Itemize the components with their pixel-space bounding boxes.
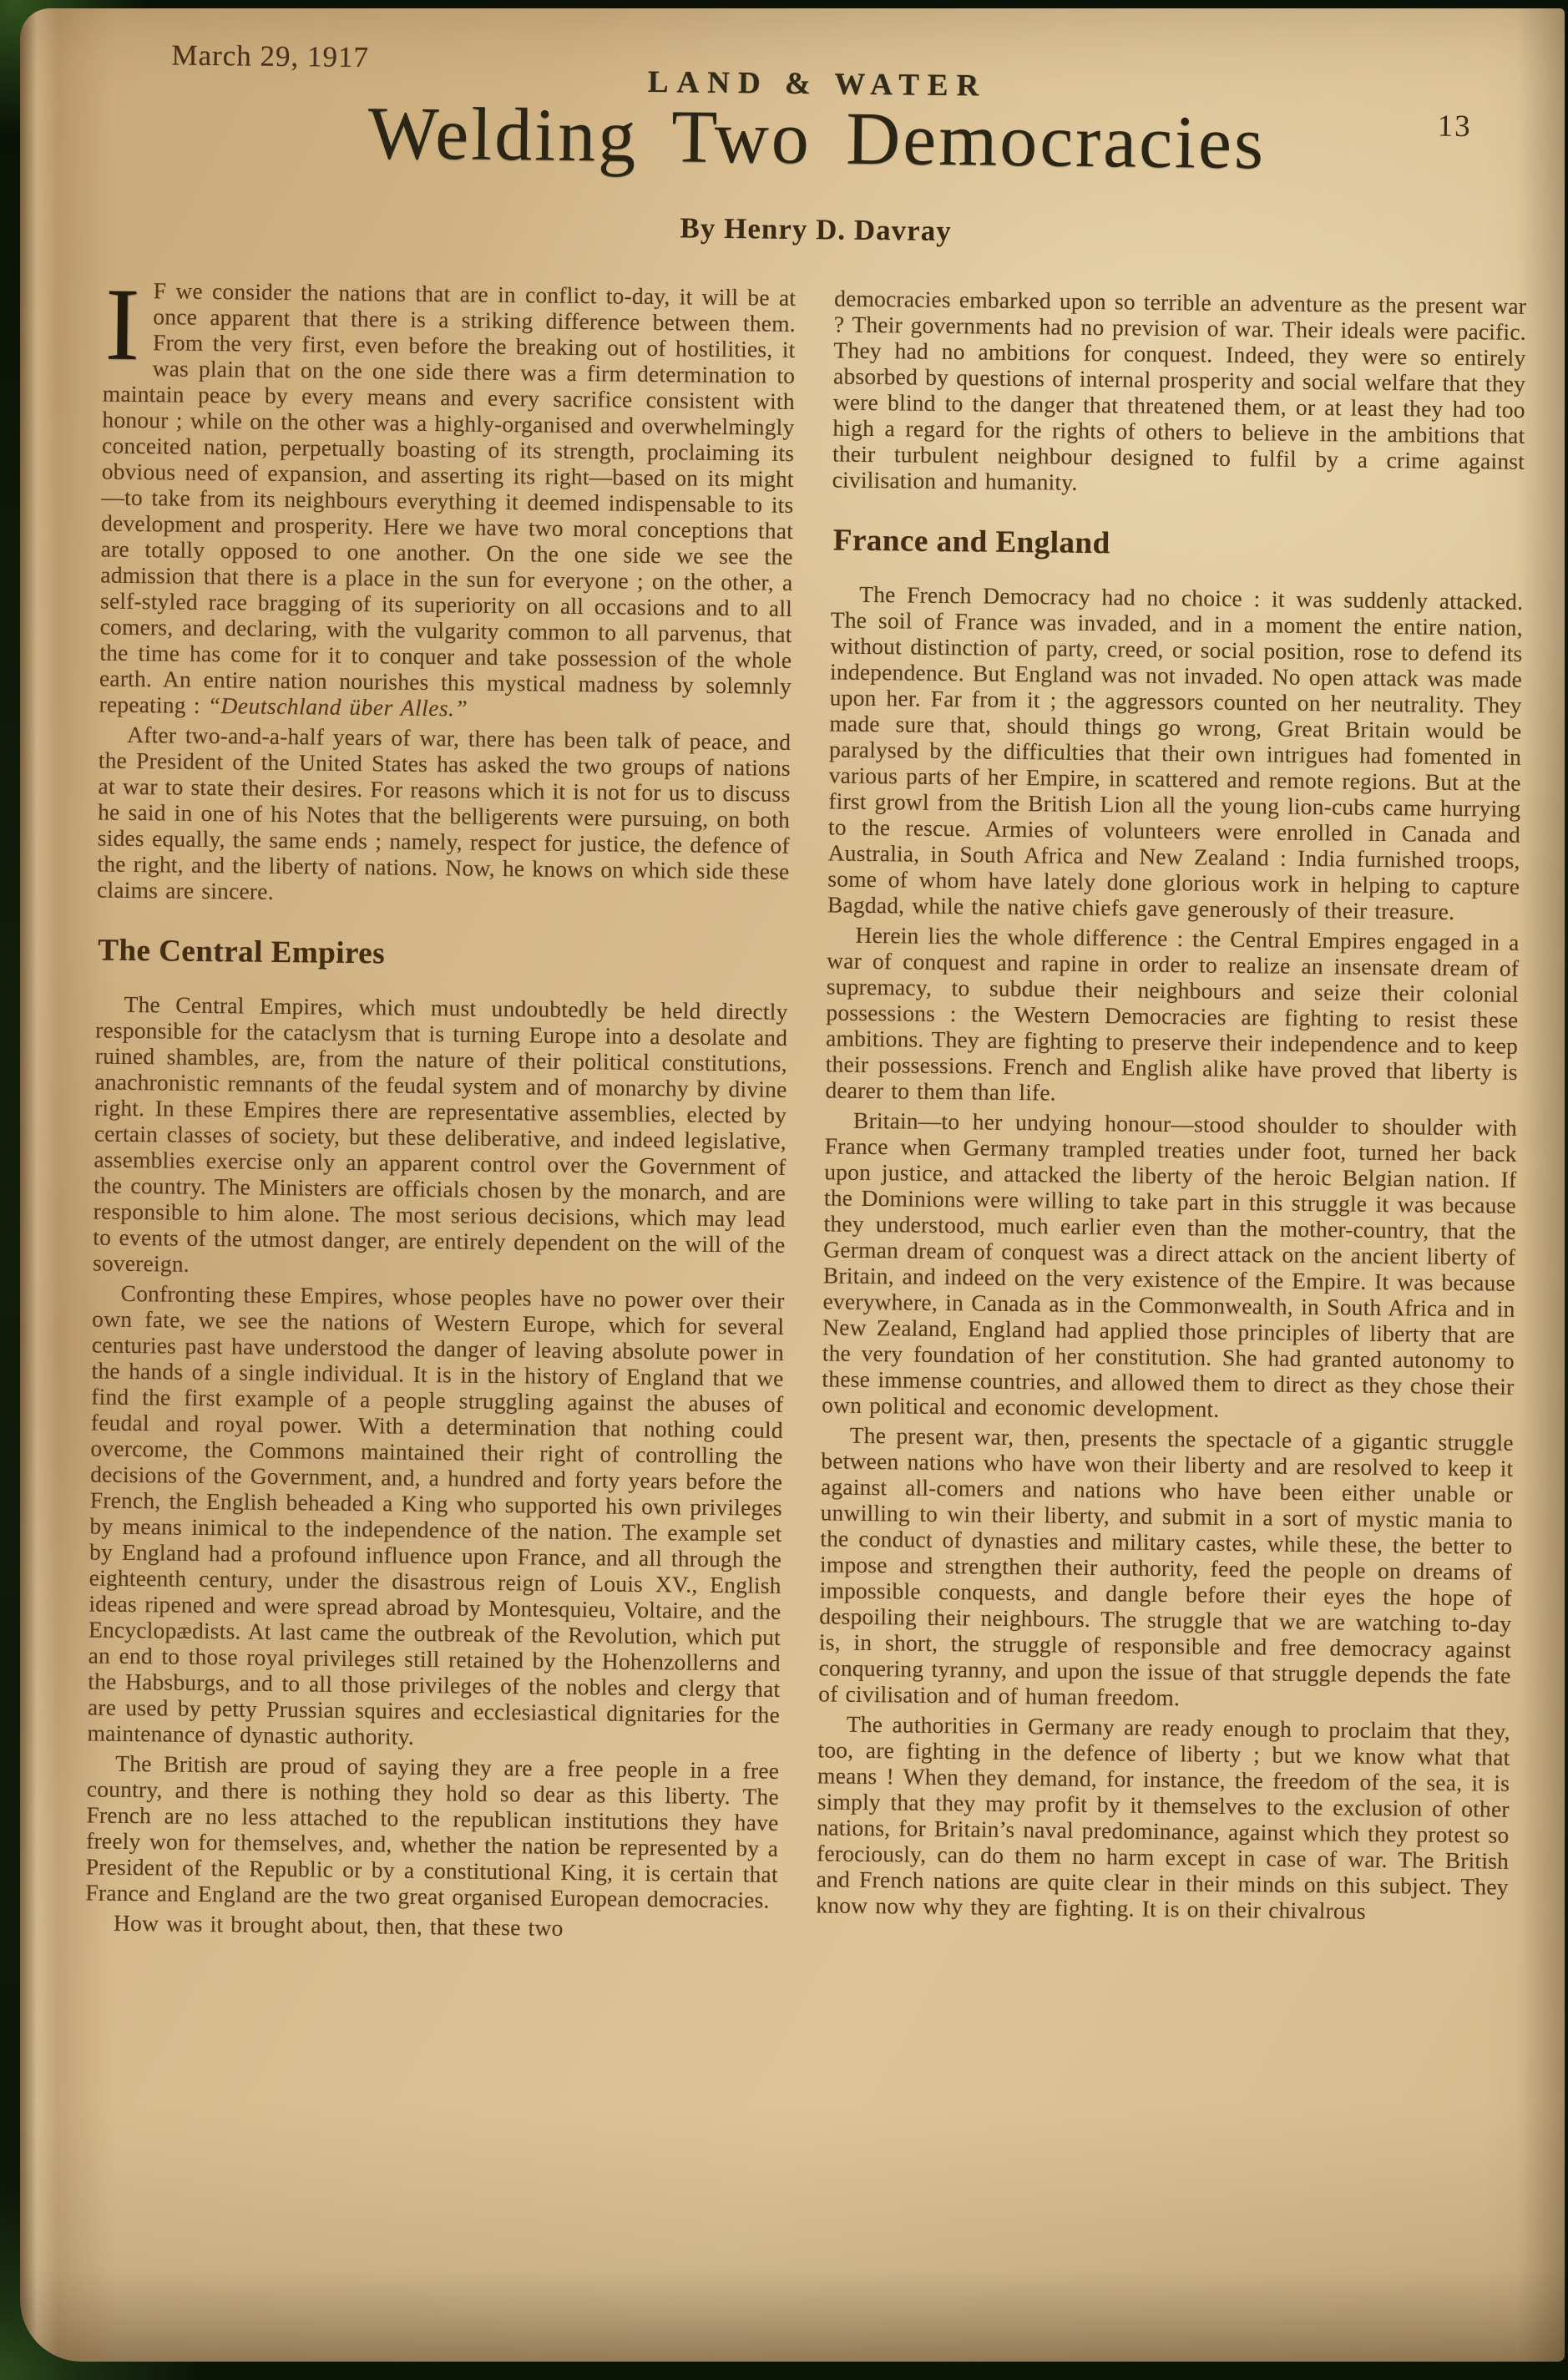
paragraph-continuation-out: How was it brought about, then, that these two: [113, 1909, 564, 1941]
section-heading-central-empires: The Central Empires: [98, 933, 386, 971]
left-column: [85, 266, 797, 1947]
drop-cap-letter: I: [104, 266, 141, 382]
right-column: [816, 285, 1527, 1955]
issue-date: March 29, 1917: [171, 38, 370, 74]
paragraph: After two-and-a-half years of war, there has been talk of peace, and the President of the United States has asked the two groups of nations at war to state their desires. For reasons which it is not for us to discuss he said in one of his Notes that the belligerents were pursuing, on both sides equally, the same ends ; namely, respect for justice, the defence of the right, and the liberty of nations. Now, he knows on which side these claims are sincere.: [96, 721, 792, 904]
quoted-phrase: “Deutschland über Alles.”: [207, 691, 468, 722]
article-columns: [85, 266, 1527, 1956]
paragraph: Herein lies the whole difference : the Central Empires engaged in a war of conquest and rapine in order to realize an insensate dream of supremacy, to subdue their neighbours and seize their colonial possessions : the Western Democracies are fighting to resist these ambitions. They are fighting to preserve their independence and to keep their possessions. French and English alike have proved that liberty is dearer to them than life.: [825, 921, 1520, 1106]
page-content: [20, 8, 1565, 2362]
page-number: 13: [1437, 109, 1472, 144]
paragraph: The present war, then, presents the spectacle of a gigantic struggle between nations who have won their liberty and are resolved to keep it against all-comers and nations who have been either unable or unwilling to win their liberty, and submit in a sort of mystic mania to the conduct of dynasties and military castes, while these, the better to impose and strengthen their authority, feed the people on dreams of impossible conquests, and dangle before their eyes the hope of despoiling their neighbours. The struggle that we are watching to-day is, in short, the struggle of responsible and free democracy against conquering tyranny, and upon the issue of that struggle depends the fate of civilisation and of human freedom.: [818, 1421, 1514, 1711]
section-heading-france-england: France and England: [832, 523, 1110, 561]
paragraph: The Central Empires, which must undoubtedly be held directly responsible for the cataclysm that is turning Europe into a desolate and ruined shambles, are, from the nature of their political constitutions, anachronistic remnants of the feudal system and of monarchy by divine right. In these Empires there are representative assemblies, elected by certain classes of society, but these deliberative, and indeed legislative, assemblies exercise only an apparent control over the Government of the country. The Ministers are officials chosen by the monarch, and are responsible to him alone. The most serious decisions, which may lead to events of the utmost danger, are entirely dependent on the will of the sovereign.: [92, 990, 788, 1277]
article-title: Welding Two Democracies: [367, 92, 1267, 185]
byline: By Henry D. Davray: [680, 211, 952, 248]
paragraph: Britain—to her undying honour—stood shoulder to shoulder with France when Germany trampled treaties under foot, turned her back upon justice, and attacked the liberty of the heroic Belgian nation. If the Dominions were willing to take part in this struggle it was because they understood, much earlier even than the mother-country, that the German dream of conquest was a direct attack on the ancient liberty of Britain, and indeed on the very existence of the Empire. It was because everywhere, in Canada as in the Commonwealth, in South Africa and in New Zealand, England had applied those principles of liberty that are the very foundation of her constitution. She had granted autonomy to these immense countries, and allowed them to direct as they chose their own political and economic development.: [822, 1106, 1518, 1422]
page-header: [104, 8, 1530, 293]
paragraph-intro: [99, 266, 797, 725]
paragraph: The authorities in Germany are ready enough to proclaim that they, too, are fighting in the defence of liberty ; but we know what that means ! When they demand, for instance, the freedom of the sea, it is simply that they may profit by it themselves to the exclusion of other nations, for Britain’s naval predominance, against which they protest so ferociously, can do them no harm except in case of war. The British and French nations are quite clear in their minds on this subject. They know now why they are fighting. It is on their chivalrous: [816, 1710, 1510, 1924]
magazine-page: [20, 8, 1565, 2362]
paragraph: Confronting these Empires, whose peoples have no power over their own fate, we see the nations of Western Europe, which for several centuries past have understood the danger of leaving absolute power in the hands of a single individual. It is in the history of England that we find the first example of a people struggling against the abuses of feudal and royal power. With a determination that nothing could overcome, the Commons maintained their right of controlling the decisions of the Government, and, a hundred and forty years before the French, the English beheaded a King who supported his own privileges by means inimical to the independence of the nation. The example set by England had a profound influence upon France, and all through the eighteenth century, under the disastrous reign of Louis XV., English ideas ripened and were spread abroad by Montesquieu, Voltaire, and the Encyclopædists. At last came the outbreak of the Revolution, which put an end to those royal privileges still retained by the Hohenzollerns and the Habsburgs, and to all those privileges of the nobles and clergy that are used by petty Prussian squires and ecclesiastical dignitaries for the maintenance of dynastic authority.: [87, 1279, 785, 1750]
paragraph-continuation-in: democracies embarked upon so terrible an adventure as the present war ? Their governments had no prevision of war. Their ideals were pacific. They had no ambitions for conquest. Indeed, they were so entirely absorbed by questions of internal prosperity and social welfare that they were blind to the danger that threatened them, or at least they had too high a regard for the rights of others to believe in the ambitions that their turbulent neighbour designed to fulfil by a crime against civilisation and humanity.: [832, 285, 1527, 495]
paragraph: The French Democracy had no choice : it was suddenly attacked. The soil of France was invaded, and in a moment the entire nation, without distinction of party, creed, or social position, rose to defend its independence. But England was not invaded. No open attack was made upon her. Far from it ; the aggressors counted on her neutrality. They made sure that, should things go wrong, Great Britain would be paralysed by the difficulties that their own intrigues had fomented in various parts of her Empire, in scattered and remote regions. But at the first growl from the British Lion all the young lion-cubs came hurrying to the rescue. Armies of volunteers were enrolled in Canada and Australia, in South Africa and New Zealand : India furnished troops, some of whom have lately done glorious work in helping to capture Bagdad, while the native chiefs gave generously of their treasure.: [827, 580, 1524, 924]
paragraph-text: F we consider the nations that are in conflict to-day, it will be at once apparent that there is a striking difference between them. From the very first, even before the breaking out of hostilities, it was plain that on the one side there was a firm determination to maintain peace by every means and every sacrifice consistent with honour ; while on the other was a highly-organised and overwhelmingly conceited nation, perpetually boasting of its strength, proclaiming its obvious need of expansion, and asserting its right—based on its might—to take from its neighbours everything it deemed indispensable to its development and prosperity. Here we have two moral conceptions that are totally opposed to one another. On the one side we see the admission that there is a place in the sun for everyone ; on the other, a self-styled race bragging of its superiority on all occasions and to all comers, and declaring, with the vulgarity common to all parvenus, that the time has come for it to conquer and take possession of the whole earth. An entire nation nourishes this mystical madness by solemnly repeating :: [99, 277, 797, 718]
paragraph: The British are proud of saying they are a free people in a free country, and there is nothing they hold so dear as this liberty. The French are no less attached to the republican institutions they have freely won for themselves, and, whether the nation be represented by a President of the Republic or by a constitutional King, it is certain that France and England are the two great organised European democracies.: [85, 1750, 780, 1913]
masthead: LAND & WATER: [647, 64, 988, 104]
